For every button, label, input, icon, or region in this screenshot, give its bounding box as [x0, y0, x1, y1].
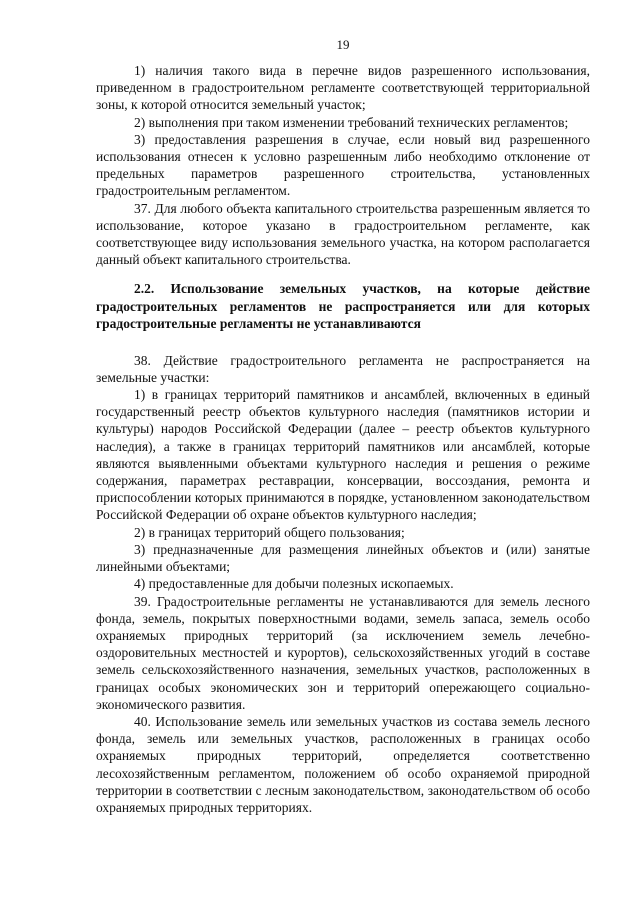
page-content	[96, 62, 590, 816]
paragraph-clause-40: 40. Использование земель или земельных участков из состава земель лесного фонда, земель или земельных участков, расположенных в границах особо охраняемых природных территорий, определяется соответственно лесохозяйственным регламентом, положением об особо охраняемой природной территории в соответствии с лесным законодательством, законодательством об особо охраняемых природных территориях.	[96, 713, 590, 815]
paragraph-clause-38: 38. Действие градостроительного регламента не распространяется на земельные участки:	[96, 352, 590, 385]
paragraph-clause-38-item-2: 2) в границах территорий общего пользования;	[134, 524, 405, 540]
paragraph-item-3: 3) предоставления разрешения в случае, если новый вид разрешенного использования отнесен к условно разрешенным либо необходимо отклонение от предельных параметров разрешенного строительства, установленных градостроительным регламентом.	[96, 131, 590, 199]
paragraph-clause-37: 37. Для любого объекта капитального строительства разрешенным является то использование, которое указано в градостроительном регламенте, как соответствующее виду использования земельного участка, на котором располагается данный объект капитального строительства.	[96, 200, 590, 268]
paragraph-clause-38-item-1: 1) в границах территорий памятников и ансамблей, включенных в единый государственный реестр объектов культурного наследия (памятников истории и культуры) народов Российской Федерации (далее – реестр объектов культурного наследия), а также в границах территорий памятников или ансамблей, которые являются выявленными объектами культурного наследия и решения о режиме содержания, параметрах реставрации, консервации, воссоздания, ремонта и приспособлении которых принимаются в порядке, установленном законодательством Российской Федерации об охране объектов культурного наследия;	[96, 387, 590, 523]
paragraph-clause-38-item-3: 3) предназначенные для размещения линейных объектов и (или) занятые линейными объектами;	[96, 541, 590, 575]
paragraph-clause-39: 39. Градостроительные регламенты не устанавливаются для земель лесного фонда, земель, покрытых поверхностными водами, земель запаса, земель особо охраняемых природных территорий (за исключением земель лечебно-оздоровительных местностей и курортов), сельскохозяйственных угодий в составе земель сельскохозяйственного назначения, земельных участков, расположенных в границах особых экономических зон и территорий опережающего социально-экономического развития.	[96, 593, 590, 712]
paragraph-clause-38-item-4: 4) предоставленные для добычи полезных ископаемых.	[134, 576, 454, 592]
paragraph-item-1: 1) наличия такого вида в перечне видов разрешенного использования, приведенном в градостроительном регламенте соответствующей территориальной зоны, к которой относится земельный участок;	[96, 63, 590, 113]
page-number: 19	[336, 37, 350, 52]
section-heading-2-2: 2.2. Использование земельных участков, на которые действие градостроительных регламентов не распространяется или для которых градостроительные регламенты не устанавливаются	[96, 281, 590, 332]
paragraph-item-2: 2) выполнения при таком изменении требований технических регламентов;	[134, 114, 569, 130]
